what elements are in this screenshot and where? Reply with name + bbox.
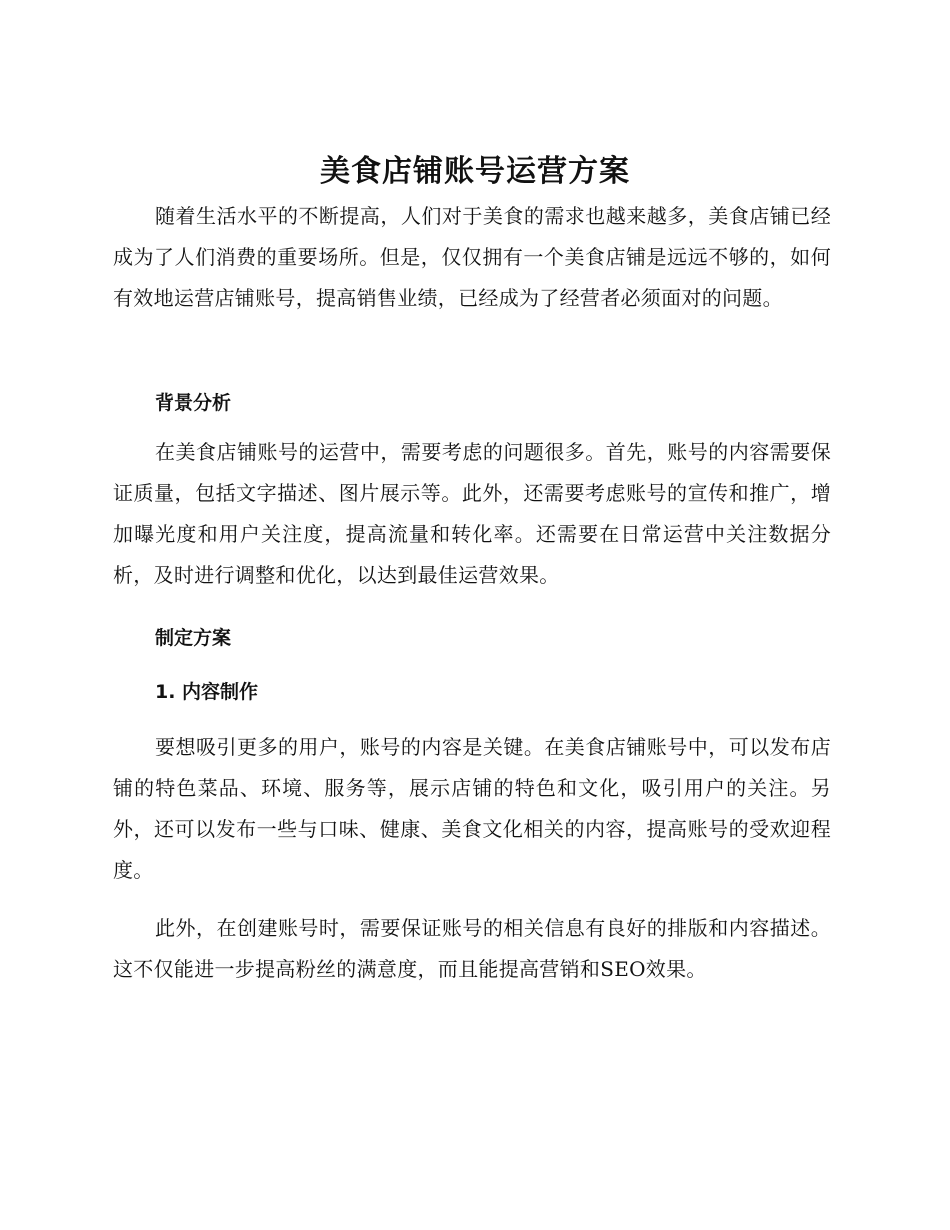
section-heading-plan: 制定方案 (155, 627, 232, 649)
section-heading-background: 背景分析 (155, 392, 232, 414)
subheading-content-production: 1. 内容制作 (155, 681, 259, 703)
intro-paragraph: 随着生活水平的不断提高，人们对于美食的需求也越来越多，美食店铺已经成为了人们消费的重要场所。但是，仅仅拥有一个美食店铺是远远不够的，如何有效地运营店铺账号，提高销售业绩，已经成为了经营者必须面对的问题。 (113, 204, 831, 310)
content-paragraph-1: 要想吸引更多的用户，账号的内容是关键。在美食店铺账号中，可以发布店铺的特色菜品、环境、服务等，展示店铺的特色和文化，吸引用户的关注。另外，还可以发布一些与口味、健康、美食文化相关的内容，提高账号的受欢迎程度。 (113, 735, 831, 882)
background-paragraph: 在美食店铺账号的运营中，需要考虑的问题很多。首先，账号的内容需要保证质量，包括文字描述、图片展示等。此外，还需要考虑账号的宣传和推广，增加曝光度和用户关注度，提高流量和转化率。还需要在日常运营中关注数据分析，及时进行调整和优化，以达到最佳运营效果。 (113, 440, 831, 587)
document-title: 美食店铺账号运营方案 (320, 154, 630, 189)
content-paragraph-2: 此外，在创建账号时，需要保证账号的相关信息有良好的排版和内容描述。这不仅能进一步提高粉丝的满意度，而且能提高营销和SEO效果。 (113, 916, 831, 981)
